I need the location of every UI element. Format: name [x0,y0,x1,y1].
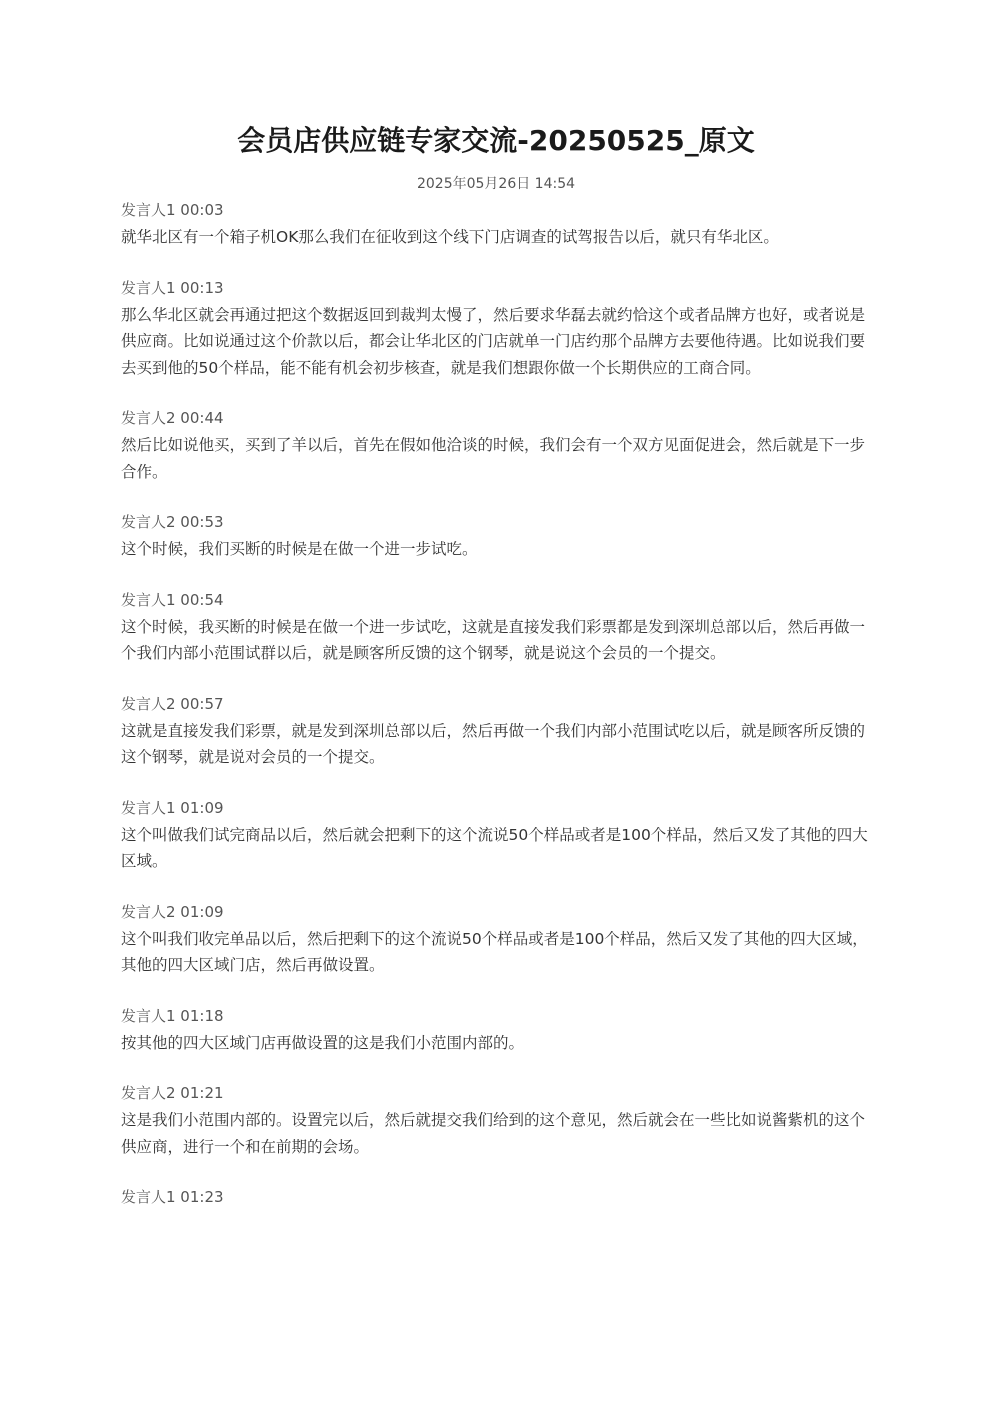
transcript-entry [121,1186,873,1208]
utterance-text: 这个时候，我们买断的时候是在做一个进一步试吃。 [121,540,478,558]
transcript-entry [121,199,873,251]
speaker-timestamp: 发言人1 00:13 [121,278,224,297]
speaker-timestamp: 发言人1 01:18 [121,1006,224,1025]
speaker-timestamp: 发言人1 00:03 [121,201,224,219]
utterance-text: 这个时候，我买断的时候是在做一个进一步试吃，这就是直接发我们彩票都是发到深圳总部以后，然后再做一个我们内部小范围试群以后，就是顾客所反馈的这个钢琴，就是说这个会员的一个提交。 [121,617,866,662]
utterance-text: 这个叫做我们试完商品以后，然后就会把剩下的这个流说50个样品或者是100个样品，然后又发了其他的四大区域。 [121,825,868,870]
speaker-timestamp: 发言人2 00:44 [121,409,224,427]
utterance-text: 然后比如说他买，买到了羊以后，首先在假如他洽谈的时候，我们会有一个双方见面促进会，然后就是下一步合作。 [121,436,866,481]
utterance-text: 这是我们小范围内部的。设置完以后，然后就提交我们给到的这个意见，然后就会在一些比如说酱紫机的这个供应商，进行一个和在前期的会场。 [121,1111,866,1156]
document-title: 会员店供应链专家交流-20250525_原文 [237,124,755,157]
transcript-entry [121,277,873,382]
utterance-text: 就华北区有一个箱子机OK那么我们在征收到这个线下门店调查的试驾报告以后，就只有华北区。 [121,228,779,246]
speaker-timestamp: 发言人1 01:23 [121,1188,224,1206]
transcript-entry [121,693,873,771]
transcript-entry [121,511,873,563]
speaker-timestamp: 发言人1 00:54 [121,590,224,609]
transcript-entry [121,589,873,667]
transcript-entry [121,1082,873,1160]
document-date: 2025年05月26日 14:54 [416,176,576,192]
speaker-timestamp: 发言人2 01:21 [121,1084,224,1102]
transcript [121,199,873,1234]
utterance-text: 按其他的四大区域门店再做设置的这是我们小范围内部的。 [121,1033,525,1052]
transcript-entry [121,1005,873,1057]
speaker-timestamp: 发言人2 01:09 [121,902,224,921]
utterance-text: 这就是直接发我们彩票，就是发到深圳总部以后，然后再做一个我们内部小范围试吃以后，就是顾客所反馈的这个钢琴，就是说对会员的一个提交。 [121,721,866,766]
speaker-timestamp: 发言人2 00:53 [121,513,224,531]
transcript-entry [121,797,873,875]
speaker-timestamp: 发言人1 01:09 [121,798,224,817]
transcript-entry [121,407,873,485]
utterance-text: 这个叫我们收完单品以后，然后把剩下的这个流说50个样品或者是100个样品，然后又发了其他的四大区域，其他的四大区域门店，然后再做设置。 [121,929,868,974]
speaker-timestamp: 发言人2 00:57 [121,694,224,713]
utterance-text: 那么华北区就会再通过把这个数据返回到裁判太慢了，然后要求华磊去就约恰这个或者品牌方也好，或者说是供应商。比如说通过这个价款以后，都会让华北区的门店就单一门店约那个品牌方去要他待遇。比如说我们要去买到他的50个样品，能不能有机会初步核查，就是我们想跟你做一个长期供应的工商合同。 [121,305,866,377]
transcript-entry [121,901,873,979]
